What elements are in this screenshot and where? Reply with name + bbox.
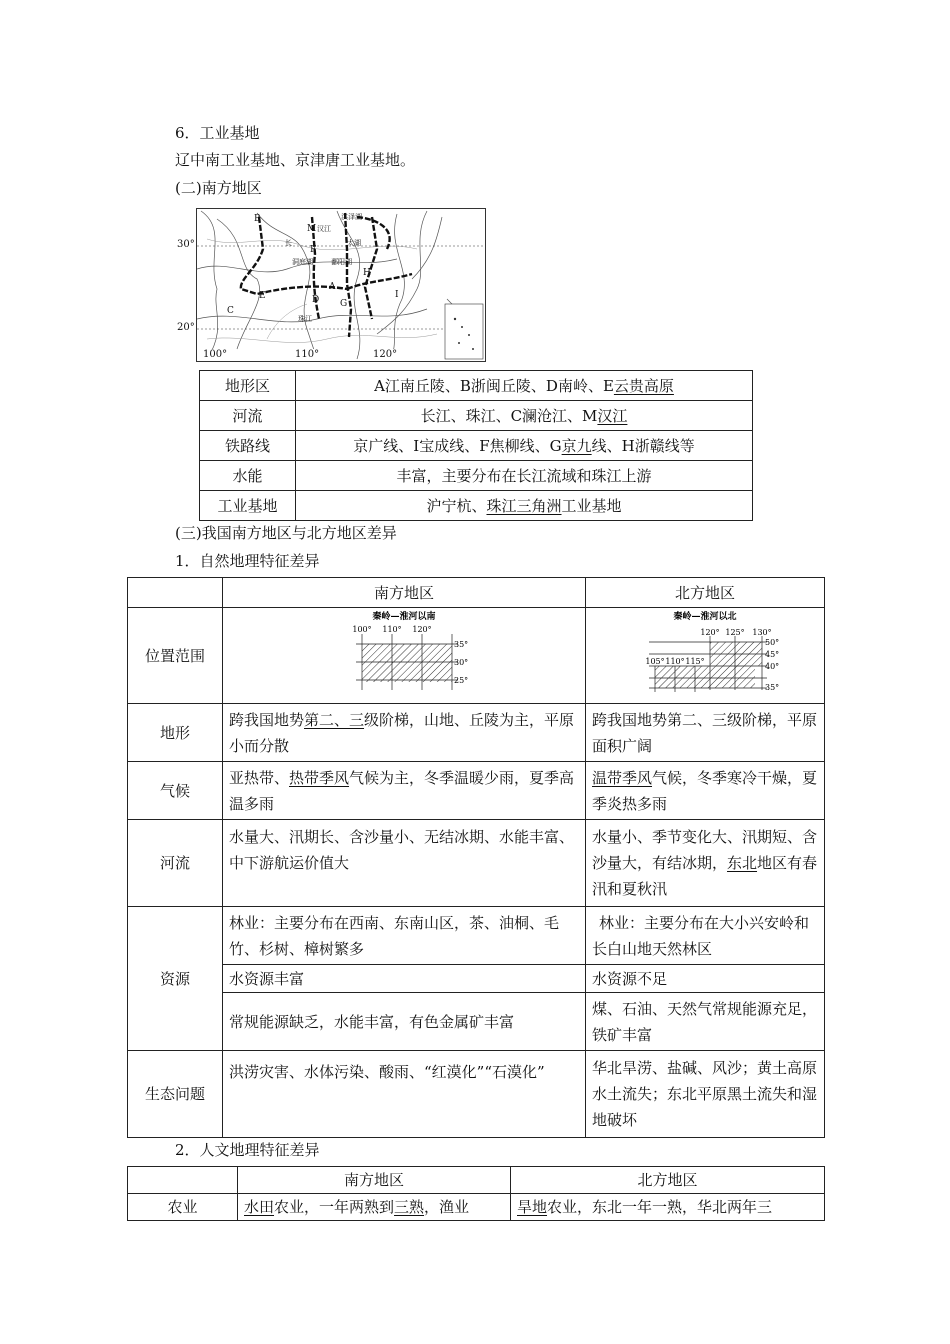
svg-text:50°: 50° (765, 638, 780, 647)
map-place-zhujiang: 珠江 (298, 315, 312, 323)
south-position-caption: 秦岭—淮河以南 (372, 612, 436, 622)
north-position-diagram (586, 608, 825, 704)
t1-label-ecology: 生态问题 (128, 1051, 223, 1138)
svg-text:25°: 25° (454, 676, 469, 685)
t1-label-resources: 资源 (128, 907, 223, 1051)
heading-natural-diff: 1．自然地理特征差异 (175, 552, 320, 570)
industry-bases-text: 辽中南工业基地、京津唐工业基地。 (175, 151, 416, 169)
south-table-label: 铁路线 (200, 431, 296, 461)
t1-terrain-south: 跨我国地势第二、三级阶梯，山地、丘陵为主，平原小而分散 (223, 704, 586, 762)
south-table-label: 河流 (200, 401, 296, 431)
map-letter-a: A (329, 282, 336, 292)
map-lon-110: 110° (295, 349, 320, 360)
map-place-hongze: 洪泽湖 (341, 213, 362, 221)
t2-label-agriculture: 农业 (128, 1194, 238, 1221)
map-lon-100: 100° (203, 349, 228, 360)
heading-south-region: (二)南方地区 (175, 179, 262, 197)
svg-text:120°: 120° (700, 628, 720, 637)
south-table-value: 沪宁杭、珠江三角洲工业基地 (296, 491, 753, 521)
t1-river-north: 水量小、季节变化大、汛期短、含沙量大，有结冰期，东北地区有春汛和夏秋汛 (586, 820, 825, 907)
south-table-row (200, 461, 753, 491)
north-position-svg (625, 608, 785, 700)
t1-label-terrain: 地形 (128, 704, 223, 762)
south-table-value: 长江、珠江、C澜沧江、M汉江 (296, 401, 753, 431)
svg-text:115°: 115° (685, 657, 705, 666)
map-letter-d: D (312, 295, 320, 305)
svg-text:125°: 125° (725, 628, 745, 637)
map-place-chang: 长 (285, 239, 292, 247)
map-place-taihu: 太湖 (347, 239, 361, 247)
map-place-dongting: 洞庭湖 (292, 258, 313, 266)
south-table-label: 工业基地 (200, 491, 296, 521)
south-position-diagram (223, 608, 586, 704)
south-table-row (200, 491, 753, 521)
south-table-label: 地形区 (200, 371, 296, 401)
t1-terrain-north: 跨我国地势第二、三级阶梯，平原面积广阔 (586, 704, 825, 762)
t1-energy-north: 煤、石油、天然气常规能源充足，铁矿丰富 (586, 993, 825, 1051)
natural-diff-table (127, 577, 825, 1138)
t1-head-north: 北方地区 (586, 578, 825, 608)
map-lon-120: 120° (373, 349, 398, 360)
heading-industry-bases: 6．工业基地 (175, 124, 260, 142)
svg-text:105°: 105° (645, 657, 665, 666)
south-region-map (196, 208, 486, 362)
map-letter-g: G (340, 299, 348, 309)
t1-label-position: 位置范围 (128, 608, 223, 704)
t1-forest-north: 林业：主要分布在大小兴安岭和长白山地天然林区 (586, 907, 825, 965)
svg-text:100°: 100° (352, 625, 372, 634)
map-letter-m: M (307, 224, 317, 234)
svg-text:130°: 130° (752, 628, 772, 637)
south-table-value: 丰富，主要分布在长江流域和珠江上游 (296, 461, 753, 491)
svg-text:35°: 35° (454, 640, 469, 649)
t1-river-south: 水量大、汛期长、含沙量小、无结冰期、水能丰富、中下游航运价值大 (223, 820, 586, 907)
map-letter-b: B (254, 214, 261, 224)
south-table-label: 水能 (200, 461, 296, 491)
t1-energy-south: 常规能源缺乏，水能丰富，有色金属矿丰富 (223, 993, 586, 1051)
t1-water-north: 水资源不足 (586, 965, 825, 993)
map-letter-c: C (227, 306, 234, 316)
t1-label-river: 河流 (128, 820, 223, 907)
t1-ecology-north: 华北旱涝、盐碱、风沙；黄土高原水土流失；东北平原黑土流失和湿地破坏 (586, 1051, 825, 1138)
t2-head-south: 南方地区 (238, 1167, 511, 1194)
south-table-value: 京广线、I宝成线、F焦柳线、G京九线、H浙赣线等 (296, 431, 753, 461)
map-lat-20: 20° (177, 322, 195, 333)
south-table-row (200, 401, 753, 431)
map-letter-f: F (310, 245, 317, 255)
map-place-poyang: 鄱阳湖 (331, 258, 352, 266)
t2-agri-north: 旱地农业，东北一年一熟，华北两年三 (511, 1194, 825, 1221)
t1-forest-south: 林业：主要分布在西南、东南山区，茶、油桐、毛竹、杉树、樟树繁多 (223, 907, 586, 965)
t1-label-climate: 气候 (128, 762, 223, 820)
map-letter-i: I (395, 290, 399, 300)
map-lat-30: 30° (177, 239, 195, 250)
map-letter-h: H (363, 268, 371, 278)
south-region-table (199, 370, 753, 521)
svg-text:30°: 30° (454, 658, 469, 667)
t2-agri-south: 水田农业，一年两熟到三熟，渔业 (238, 1194, 511, 1221)
t1-water-south: 水资源丰富 (223, 965, 586, 993)
heading-human-diff: 2．人文地理特征差异 (175, 1141, 320, 1159)
north-position-caption: 秦岭—淮河以北 (673, 612, 737, 622)
svg-text:120°: 120° (412, 625, 432, 634)
svg-text:35°: 35° (765, 683, 780, 692)
heading-south-north-diff: (三)我国南方地区与北方地区差异 (175, 524, 397, 542)
t1-climate-north: 温带季风气候，冬季寒冷干燥，夏季炎热多雨 (586, 762, 825, 820)
svg-text:45°: 45° (765, 650, 780, 659)
map-place-hanjiang: 汉江 (317, 225, 331, 233)
t1-ecology-south: 洪涝灾害、水体污染、酸雨、“红漠化”“石漠化” (223, 1051, 586, 1138)
svg-text:110°: 110° (382, 625, 402, 634)
south-table-row (200, 371, 753, 401)
south-table-row (200, 431, 753, 461)
t1-climate-south: 亚热带、热带季风气候为主，冬季温暖少雨，夏季高温多雨 (223, 762, 586, 820)
svg-text:110°: 110° (665, 657, 685, 666)
south-table-value: A江南丘陵、B浙闽丘陵、D南岭、E云贵高原 (296, 371, 753, 401)
south-map-svg (197, 209, 485, 361)
human-diff-table (127, 1166, 825, 1221)
south-position-svg (334, 608, 474, 700)
t1-head-south: 南方地区 (223, 578, 586, 608)
t2-head-north: 北方地区 (511, 1167, 825, 1194)
map-letter-e: E (259, 291, 266, 301)
svg-text:40°: 40° (765, 662, 780, 671)
